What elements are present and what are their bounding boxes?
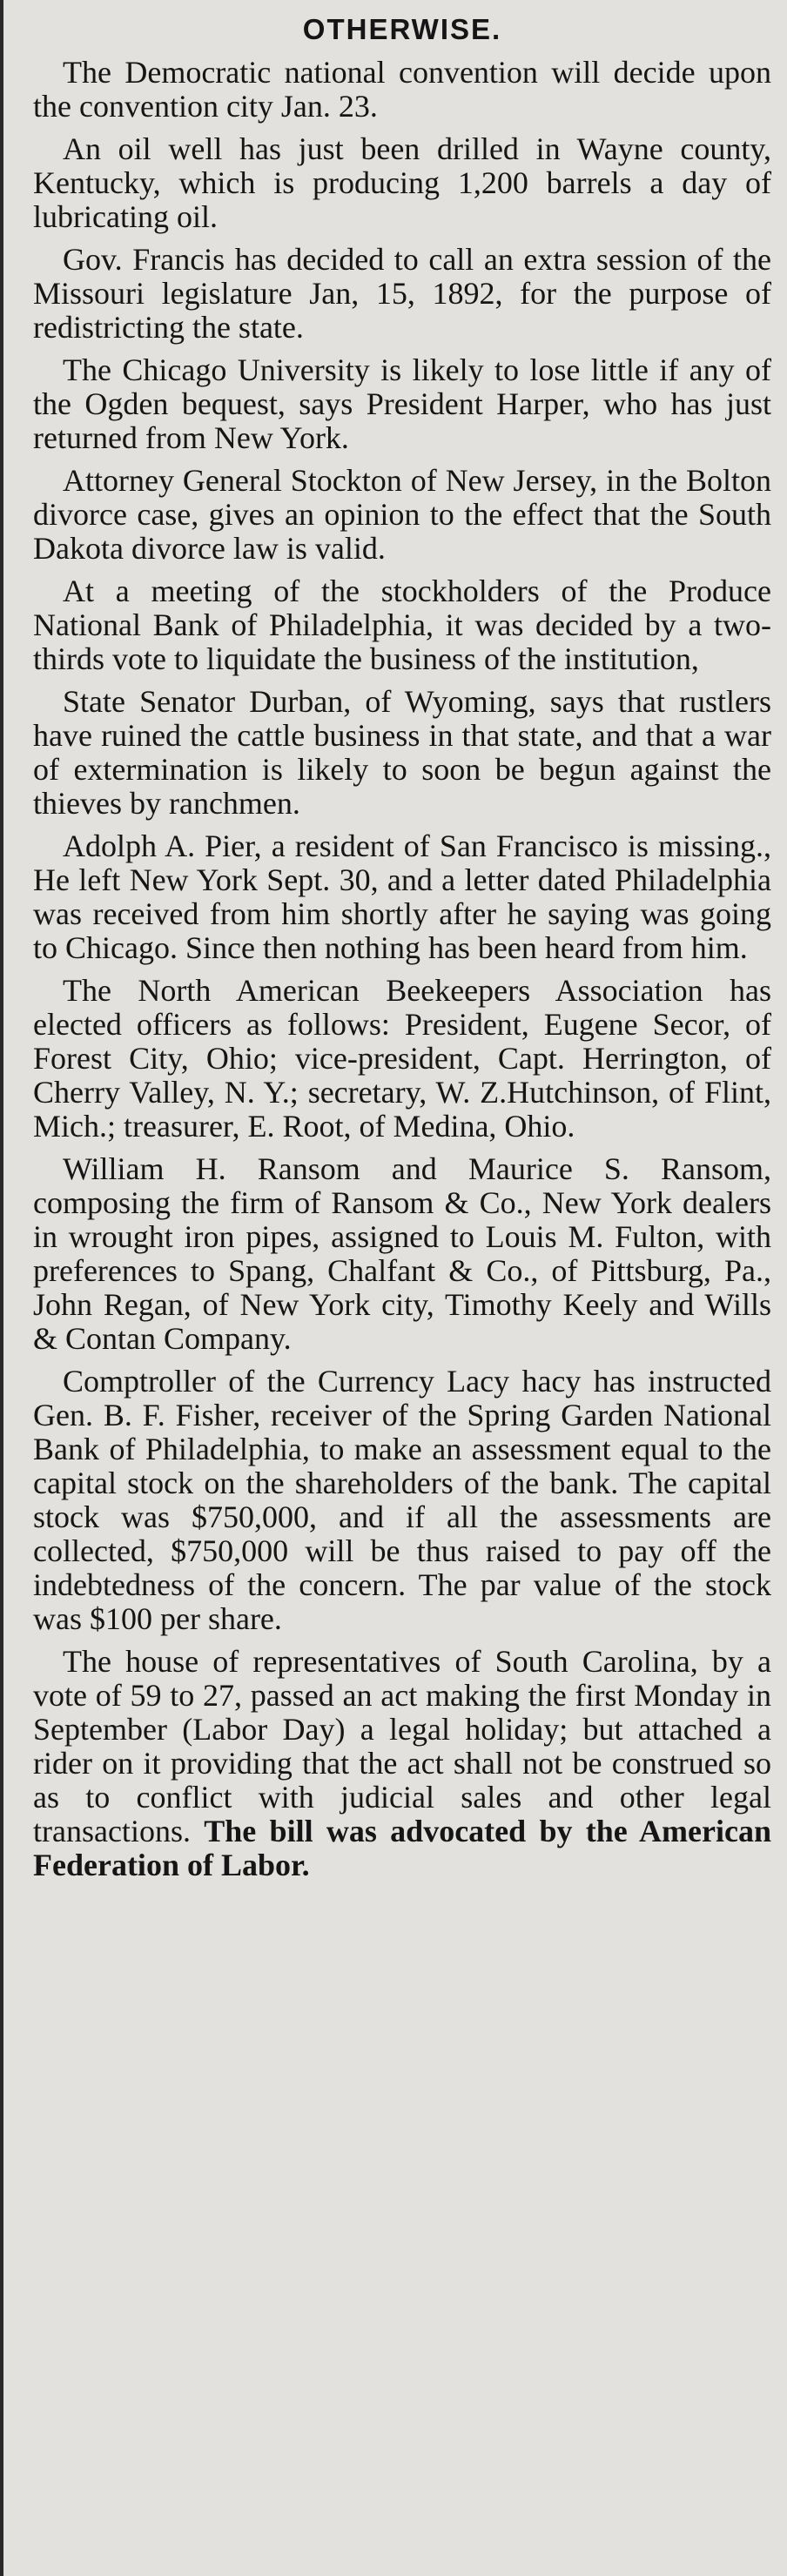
news-item-oil-well: An oil well has just been drilled in Wayne county, Kentucky, which is producing 1,200 barrels a day of lubricating oil. [33,131,771,234]
news-item-bolton-divorce: Attorney General Stockton of New Jersey, in the Bolton divorce case, gives an opinion to the effect that the South Dakota divorce law is valid. [33,463,771,566]
news-item-missouri-legislature: Gov. Francis has decided to call an extra session of the Missouri legislature Jan, 15, 1892, for the purpose of redistricting the state. [33,242,771,345]
news-item-wyoming-rustlers: State Senator Durban, of Wyoming, says that rustlers have ruined the cattle business in that state, and that a war of extermination is likely to soon be begun against the thieves by ranchmen. [33,684,771,821]
labor-day-text: The house of representatives of South Carolina, by a vote of 59 to 27, passed an act making the first Monday in September (Labor Day) a legal holiday; but attached a rider on it providing that the act shall not be construed so as to conflict with judicial sales and other legal transactions. [33,1644,771,1848]
article-headline: OTHERWISE. [302,13,502,45]
news-item-chicago-university: The Chicago University is likely to lose little if any of the Ogden bequest, says President Harper, who has just returned from New York. [33,352,771,455]
news-item-produce-bank: At a meeting of the stockholders of the Produce National Bank of Philadelphia, it was decided by a two-thirds vote to liquidate the business of the institution, [33,574,771,676]
news-item-ransom-firm: William H. Ransom and Maurice S. Ransom, composing the firm of Ransom & Co., New York dealers in wrought iron pipes, assigned to Louis M. Fulton, with preferences to Spang, Chalfant & Co., of Pittsburg, Pa., John Regan, of New York city, Timothy Keely and Wills & Contan Company. [33,1151,771,1356]
news-item-missing-pier: Adolph A. Pier, a resident of San Francisco is missing., He left New York Sept. 30, and a letter dated Philadelphia was received from him shortly after he saying was going to Chicago. Since then nothing has been heard from him. [33,828,771,965]
news-item-beekeepers: The North American Beekeepers Association has elected officers as follows: President, Eugene Secor, of Forest City, Ohio; vice-president, Capt. Herrington, of Cherry Valley, N. Y.; secretary, W. Z.Hutchinson, of Flint, Mich.; treasurer, E. Root, of Medina, Ohio. [33,973,771,1144]
news-item-comptroller: Comptroller of the Currency Lacy hacy has instructed Gen. B. F. Fisher, receiver of the Spring Garden National Bank of Philadelphia, to make an assessment equal to the capital stock on the shareholders of the bank. The capital stock was $750,000, and if all the assessments are collected, $750,000 will be thus raised to pay off the indebtedness of the concern. The par value of the stock was $100 per share. [33,1364,771,1636]
news-item-labor-day [33,1645,771,1882]
news-item-convention: The Democratic national convention will decide upon the convention city Jan. 23. [33,55,771,124]
labor-day-bold-tail: The bill was advocated by the American Federation of Labor. [33,1814,771,1882]
